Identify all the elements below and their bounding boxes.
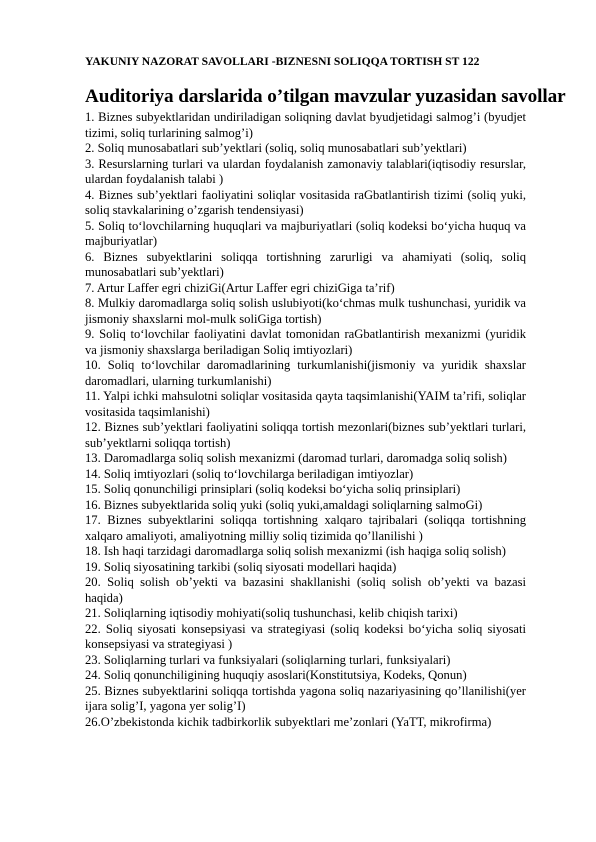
question-item: 18. Ish haqi tarzidagi daromadlarga soliq solish mexanizmi (ish haqiga soliq solish) — [85, 544, 506, 558]
question-item: 26.O’zbekistonda kichik tadbirkorlik subyektlari me’zonlari (YaTT, mikrofirma) — [85, 714, 492, 729]
question-item: 20. Soliq solish ob’yekti va bazasini shakllanishi (soliq solish ob’yekti va bazasi haqida) — [85, 575, 526, 605]
question-item: 25. Biznes subyektlarini soliqqa tortishda yagona soliq nazariyasining qo’llanilishi(yer ijara solig’I, yagona yer solig’I) — [85, 683, 526, 713]
question-item: 1. Biznes subyektlaridan undiriladigan soliqning davlat byudjetidagi salmog’i (byudjet tizimi, soliq turlarining salmog’i) — [85, 110, 526, 140]
question-item: 3. Resurslarning turlari va ulardan foydalanish zamonaviy talablari(iqtisodiy resurslar, ulardan foydalanish talabi ) — [85, 156, 526, 186]
question-item: 4. Biznes sub’yektlari faoliyatini soliqlar vositasida raGbatlantirish tizimi (soliq yuki, soliq stavkalarining o’zgarish tendensiyasi) — [85, 187, 526, 217]
question-item: 12. Biznes sub’yektlari faoliyatini soliqqa tortish mezonlari(biznes sub’yektlari turlari, sub’yektlarni soliqqa tortish) — [85, 420, 526, 450]
question-item: 7. Artur Laffer egri chiziGi(Artur Laffer egri chiziGiga ta’rif) — [85, 280, 395, 295]
question-item: 8. Mulkiy daromadlarga soliq solish uslubiyoti(ko‘chmas mulk tushunchasi, yuridik va jismoniy shaxslarni mol-mulk soliGiga tortish) — [85, 296, 526, 326]
question-item: 15. Soliq qonunchiligi prinsiplari (soliq kodeksi bo‘yicha soliq prinsiplari) — [85, 482, 461, 496]
question-item: 5. Soliq to‘lovchilarning huquqlari va majburiyatlari (soliq kodeksi bo‘yicha huquq va majburiyatlar) — [85, 218, 526, 248]
question-item: 22. Soliq siyosati konsepsiyasi va strategiyasi (soliq kodeksi bo‘yicha soliq siyosati konsepsiyasi va strategiyasi ) — [85, 621, 526, 651]
question-item: 19. Soliq siyosatining tarkibi (soliq siyosati modellari haqida) — [85, 559, 397, 574]
question-list — [85, 110, 526, 730]
question-item: 24. Soliq qonunchiligining huquqiy asoslari(Konstitutsiya, Kodeks, Qonun) — [85, 668, 467, 682]
section-heading: Auditoriya darslarida o’tilgan mavzular yuzasidan savollar — [85, 86, 566, 107]
question-item: 2. Soliq munosabatlari sub’yektlari (soliq, soliq munosabatlari sub’yektlari) — [85, 141, 467, 155]
question-item: 14. Soliq imtiyozlari (soliq to‘lovchilarga beriladigan imtiyozlar) — [85, 466, 414, 481]
document-title: YAKUNIY NAZORAT SAVOLLARI -BIZNESNI SOLIQQA TORTISH ST 122 — [85, 55, 480, 68]
question-item: 16. Biznes subyektlarida soliq yuki (soliq yuki,amaldagi soliqlarning salmoGi) — [85, 497, 483, 512]
question-item: 10. Soliq to‘lovchilar daromadlarining turkumlanishi(jismoniy va yuridik shaxslar daromadlari, ularning turkumlanishi) — [85, 358, 526, 388]
question-item: 21. Soliqlarning iqtisodiy mohiyati(soliq tushunchasi, kelib chiqish tarixi) — [85, 606, 458, 620]
question-item: 17. Biznes subyektlarini soliqqa tortishning xalqaro tajribalari (soliqqa tortishning xalqaro amaliyoti, amaliyotning milliy soliq tizimida qo’llanilishi ) — [85, 513, 526, 543]
question-item: 6. Biznes subyektlarini soliqqa tortishning zarurligi va ahamiyati (soliq, soliq munosabatlari sub’yektlari) — [85, 249, 526, 279]
question-item: 9. Soliq to‘lovchilar faoliyatini davlat tomonidan raGbatlantirish mexanizmi (yuridik va jismoniy shaxslarga beriladigan Soliq imtiyozlari) — [85, 327, 526, 357]
question-item: 23. Soliqlarning turlari va funksiyalari (soliqlarning turlari, funksiyalari) — [85, 652, 451, 667]
question-item: 13. Daromadlarga soliq solish mexanizmi (daromad turlari, daromadga soliq solish) — [85, 451, 507, 465]
question-item: 11. Yalpi ichki mahsulotni soliqlar vositasida qayta taqsimlanishi(YAIM ta’rifi, soliqlar vositasida taqsimlanishi) — [85, 389, 526, 419]
